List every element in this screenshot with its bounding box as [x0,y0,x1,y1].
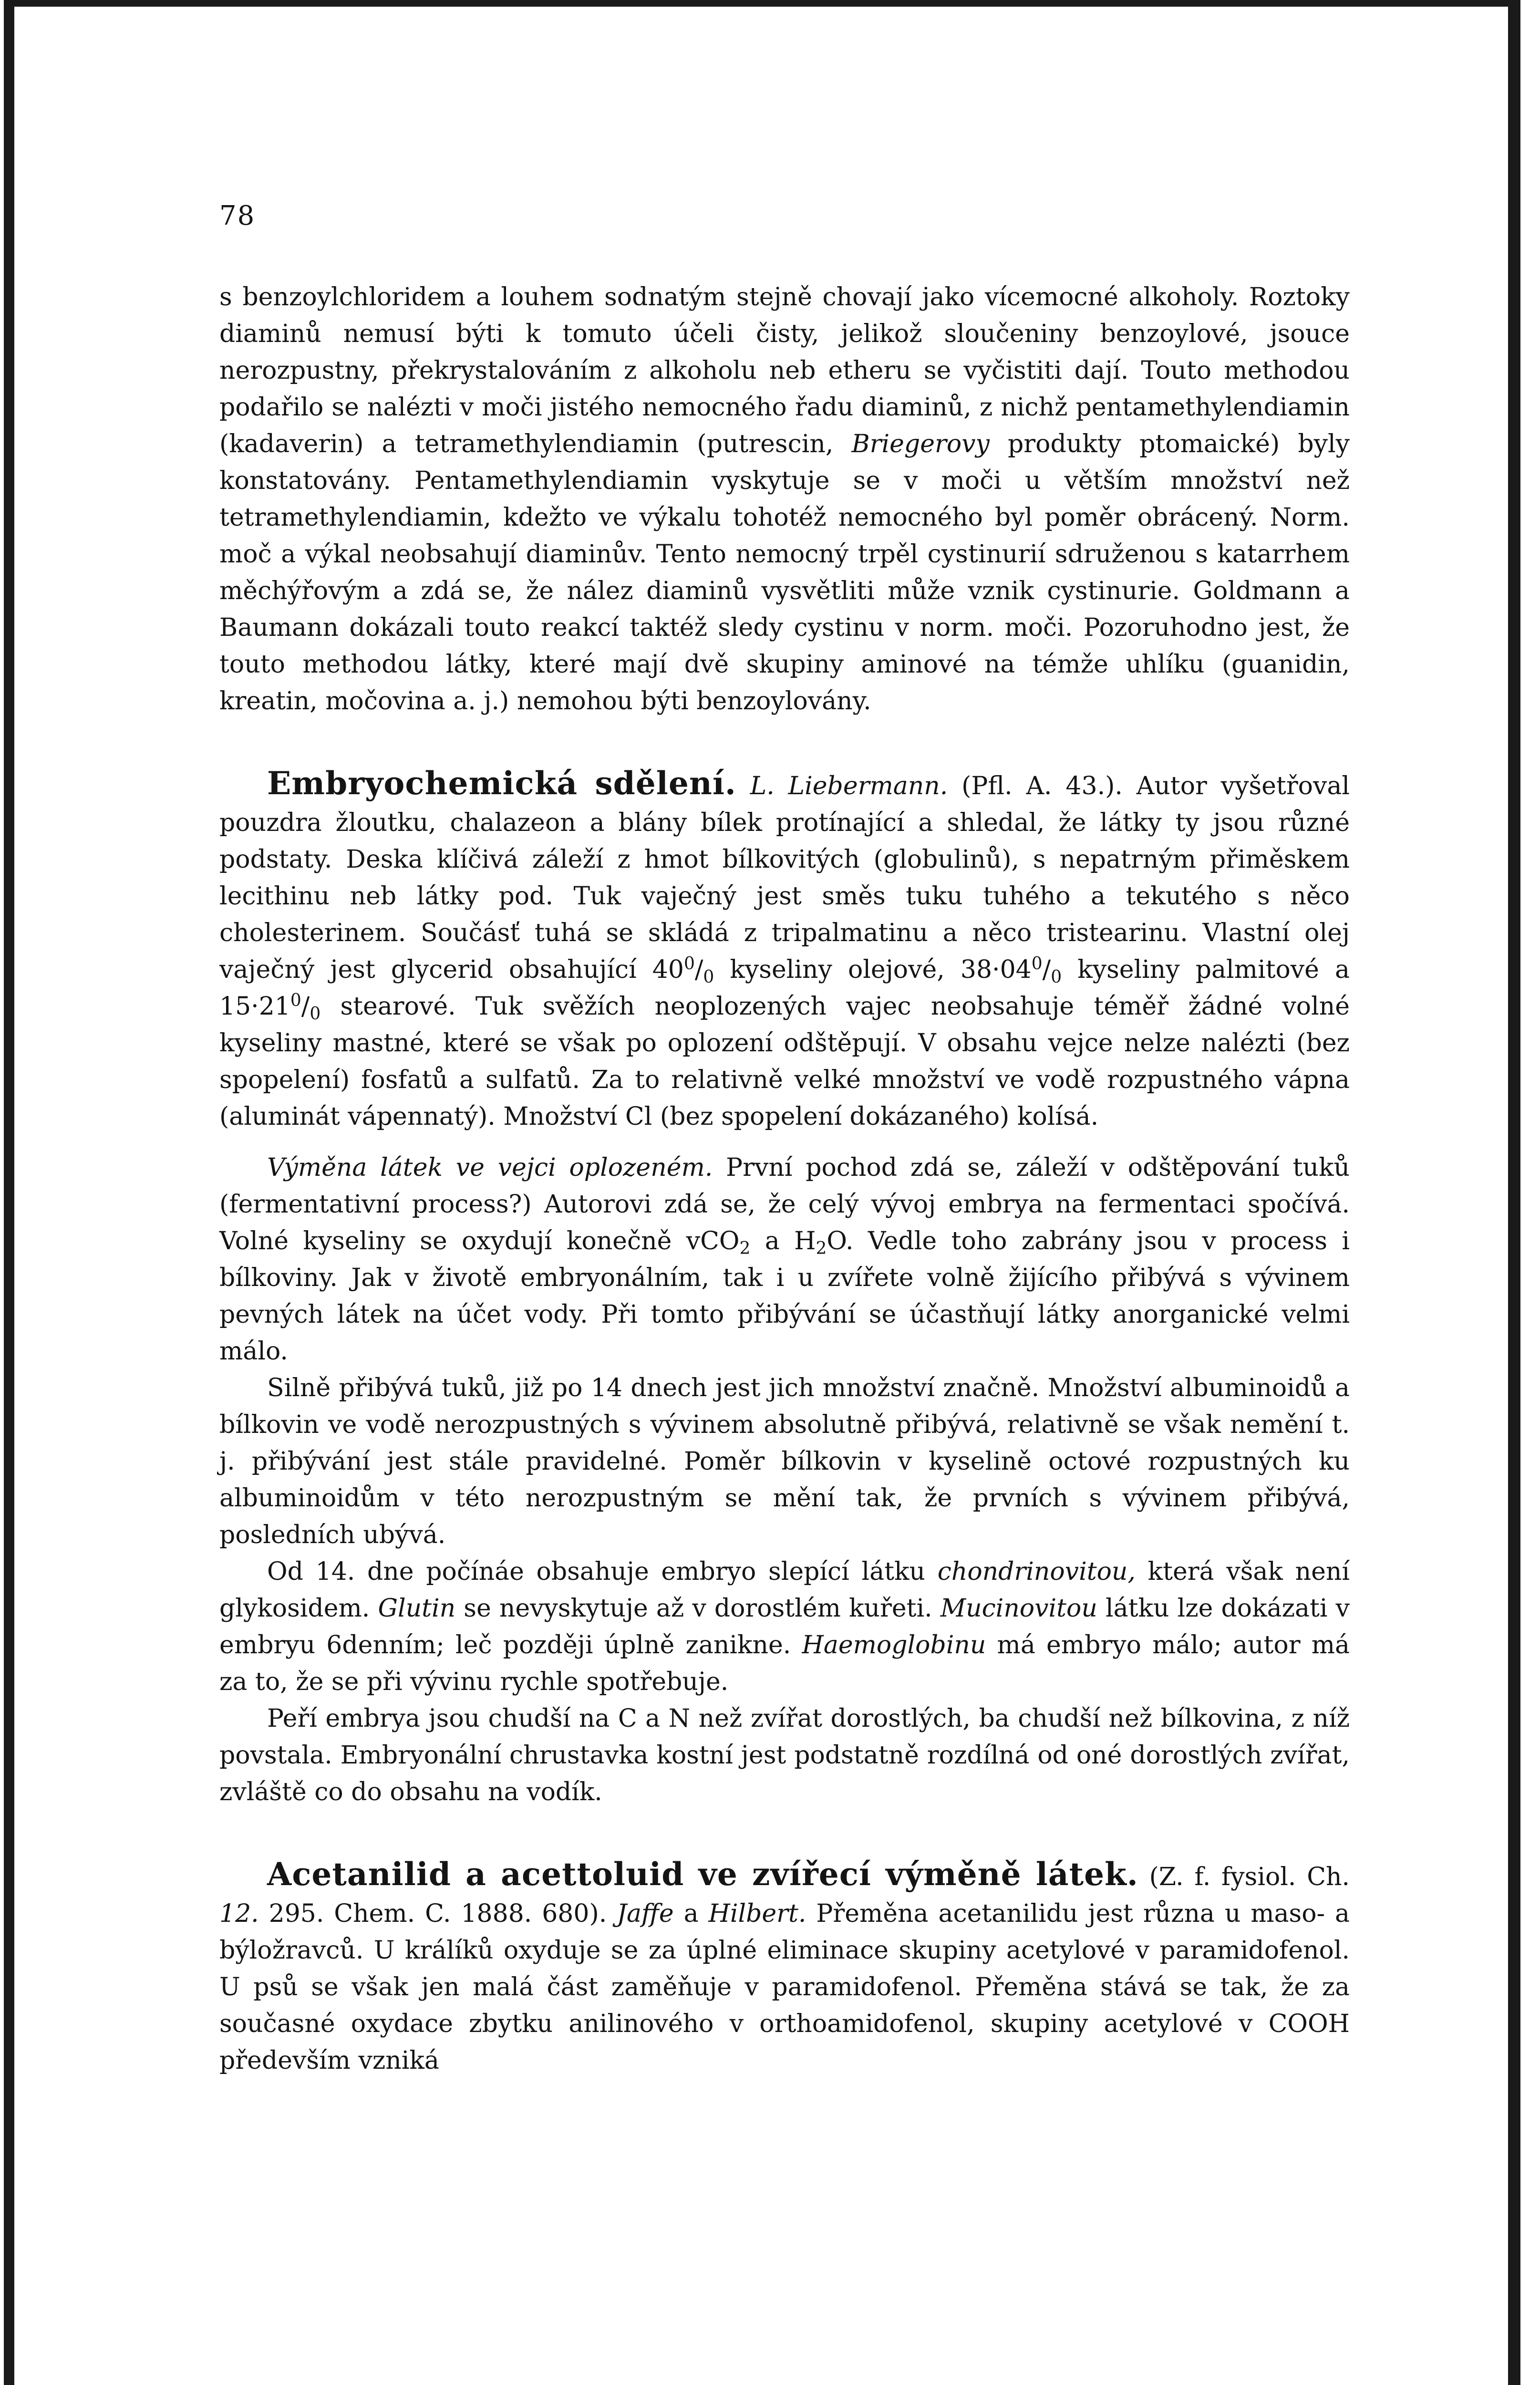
intro-text-2: produkty ptomaické) byly konstatovány. Pentamethylendiamin vyskytuje se v moči u větším množství než tetramethylendiamin, kdežto ve výkalu tohotéž nemocného byl poměr obrácený. Norm. moč a výkal neobsahují diaminův. Tento nemocný trpěl cystinurií sdruženou s katarrhem měchýřovým a zdá se, že nález diaminů vysvětliti může vznik cystinurie. Goldmann a Baumann dokázali touto reakcí taktéž sledy cystinu v norm. moči. Pozoruhodno jest, že touto methodou látky, které mají dvě skupiny aminové na témže uhlíku (guanidin, kreatin, močovina a. j.) nemohou býti benzoylovány. [219,430,1350,716]
section2-title: Acetanilid a acettoluid ve zvířecí výměně látek. [267,1856,1138,1893]
section1-p2-a: První pochod zdá se, záleží v odštěpování tuků (fermentativní process?) Autorovi zdá se, že celý vývoj embrya na fermentaci spočívá. Volné kyseliny se oxydují konečně vCO [219,1153,1350,1255]
section1-p2-c: O. Vedle toho zabrány jsou v process i bílkoviny. Jak v životě embryonálním, tak i u zvířete volně žijícího přibývá s vývinem pevných látek na účet vody. Při tomto přibývání se účastňují látky anorganické velmi málo. [219,1227,1350,1366]
section1-p4-e: má embryo málo; autor má za to, že se při vývinu rychle spotřebuje. [219,1631,1350,1696]
section2-and: a [683,1899,699,1928]
section1-p1-b: kyseliny olejové, 38·04 [730,955,1032,984]
section1-p4-em3: Mucinovitou [940,1594,1097,1623]
section2-body: Přeměna acetanilidu jest různa u maso- a býložravců. U králíků oxyduje se za úplné eliminace skupiny acetylové v paramidofenol. U psů se však jen malá část zaměňuje v paramidofenol. Přeměna stává se tak, že za současné oxydace zbytku anilinového v orthoamidofenol, skupiny acetylové v COOH především vzniká [219,1899,1350,2075]
section1-p1-c: kyseliny palmitové a 15·21 [219,955,1350,1021]
section1-p1-a: Autor vyšetřoval pouzdra žloutku, chalazeon a blány bílek protínající a shledal, že látky ty jsou různé podstaty. Deska klíčivá záleží z hmot bílkovitých (globulinů), s nepatrným přiměskem lecithinu neb látky pod. Tuk vaječný jest směs tuku tuhého a tekutého s něco cholesterinem. Součásť tuhá se skládá z tripalmatinu a něco tristearinu. Vlastní olej vaječný jest glycerid obsahující 40 [219,772,1350,984]
section2-citation-a: (Z. f. fysiol. Ch. [1149,1863,1350,1891]
percent-sup-3: 0 [290,991,301,1010]
section1-p4-a: Od 14. dne počínáe obsahuje embryo slepící látku [267,1557,925,1586]
percent-sub-1: 0 [703,967,714,987]
section1-paragraph-5: Peří embrya jsou chudší na C a N než zvířat dorostlých, ba chudší než bílkovina, z níž povstala. Embryonální chrustavka kostní jest podstatně rozdílná od oné dorostlých zvířat, zvláště co do obsahu na vodík. [219,1704,1350,1806]
section1-paragraph-4 [219,1554,1350,1701]
section1-p1-d: stearové. Tuk svěžích neoplozených vajec neobsahuje téměř žádné volné kyseliny mastné, které se však po oplození odštěpují. V obsahu vejce nelze nalézti (bez spopelení) fosfatů a sulfatů. Za to relativně velké množství ve vodě rozpustného vápna (aluminát vápennatý). Množství Cl (bez spopelení dokázaného) kolísá. [219,992,1350,1131]
section1-p4-em4: Haemoglobinu [802,1631,986,1659]
section2-author-2: Hilbert. [708,1899,806,1928]
section1-paragraph-3: Silně přibývá tuků, již po 14 dnech jest jich množství značně. Množství albuminoidů a bílkovin ve vodě nerozpustných s vývinem absolutně přibývá, relativně se však nemění t. j. přibývání jest stále pravidelné. Poměr bílkovin v kyselině octové rozpustných ku albuminoidům v této nerozpustným se mění tak, že prvních s vývinem přibývá, posledních ubývá. [219,1374,1350,1549]
percent-sup-2: 0 [1031,954,1043,974]
section2-citation-volume: 12. [219,1899,259,1928]
section1-p4-d: látku lze dokázati v embryu 6denním; leč později úplně zanikne. [219,1594,1350,1659]
intro-text: s benzoylchloridem a louhem sodnatým stejně chovají jako vícemocné alkoholy. Roztoky diaminů nemusí býti k tomuto účeli čisty, jelikož sloučeniny benzoylové, jsouce nerozpustny, překrystalováním z alkoholu neb etheru se vyčistiti dají. Touto methodou podařilo se nalézti v moči jistého nemocného řadu diaminů, z nichž pentamethylendiamin (kadaverin) a tetramethylendiamin (putrescin, [219,283,1350,458]
section-embryochemistry [219,765,1350,1811]
section2-paragraph-1 [219,1856,1350,2079]
section1-paragraph-2 [219,1150,1350,1370]
intro-paragraph [219,279,1350,720]
section1-title: Embryochemická sdělení. [267,765,736,802]
co2-subscript: 2 [739,1239,751,1258]
section2-author-1: Jaffe [617,1899,674,1928]
section1-p2-title: Výměna látek ve vejci oplozeném. [267,1153,713,1182]
section-acetanilid [219,1856,1350,2079]
page-number: 78 [219,200,256,231]
percent-sup-1: 0 [683,954,695,974]
section1-paragraph-1: Embryochemická sdělení. L. Liebermann. (Pfl. A. 43.). Autor vyšetřoval pouzdra žloutku, chalazeon a blány bílek protínající a shledal, že látky ty jsou různé podstaty. Deska klíčivá záleží z hmot bílkovitých (globulinů), s nepatrným přiměskem lecithinu neb látky pod. Tuk vaječný jest směs tuku tuhého a tekutého s něco cholesterinem. Součásť tuhá se skládá z tripalmatinu a něco tristearinu. Vlastní olej vaječný jest glycerid obsahující $40^0/_0$ kyseliny olejové, $38\cdot 04^0/_0$ kyseliny palmitové a $15\cdot 21^0/_0$ stearové. Tuk svěžích neoplozených vajec neobsahuje téměř žádné volné kyseliny mastné, které se však po oplození odštěpují. V obsahu vejce nelze nalézti (bez spopelení) fosfatů a sulfatů. Za to relativně velké množství ve vodě rozpustného vápna (aluminát vápennatý). Množství Cl (bez spopelení dokázaného) kolísá. [219,765,1350,1131]
section1-author: L. Liebermann. [750,772,948,800]
section1-p4-em2: Glutin [378,1594,456,1623]
percent-sub-3: 0 [310,1004,321,1024]
intro-author: Briegerovy [851,430,990,458]
section1-p4-b: která však není glykosidem. [219,1557,1350,1623]
h2o-subscript: 2 [816,1239,827,1258]
section1-p4-em1: chondrinovitou, [937,1557,1136,1586]
section1-p4-c: se nevyskytuje až v dorostlém kuřeti. [464,1594,932,1623]
percent-sub-2: 0 [1051,967,1062,987]
section1-p2-b: a H [765,1227,816,1255]
page [219,200,1350,2079]
section2-citation-b: 295. Chem. C. 1888. 680). [269,1899,607,1928]
section1-citation: (Pfl. A. 43.). [961,772,1123,800]
